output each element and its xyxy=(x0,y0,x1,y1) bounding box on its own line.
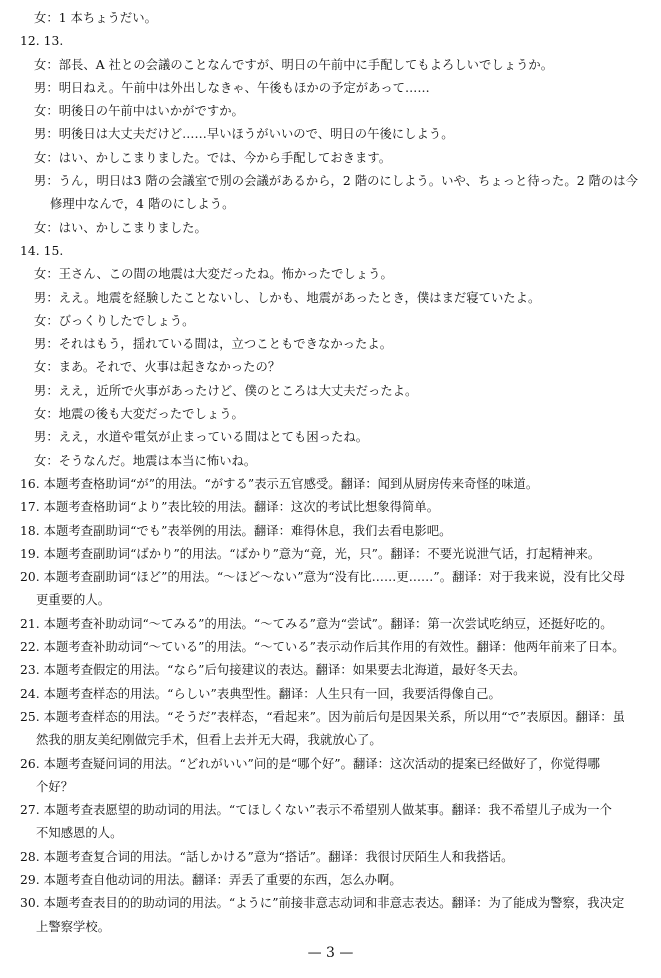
numbered-line: 29. 本题考查自他动词的用法。翻译：弄丢了重要的东西，怎么办啊。 xyxy=(20,872,402,887)
numbered-line: 16. 本题考查格助词“が”的用法。“がする”表示五官感受。翻译：闻到从厨房传来奇怪的味道。 xyxy=(20,476,539,491)
continuation-line: 修理中なんで，4 階のにしよう。 xyxy=(50,197,235,212)
dialogue-line: 女：王さん、この間の地震は大変だったね。怖かったでしょう。 xyxy=(34,267,393,282)
numbered-line: 18. 本题考查副助词“でも”表举例的用法。翻译：难得休息，我们去看电影吧。 xyxy=(20,523,452,538)
numbered-line: 17. 本题考查格助词“より”表比较的用法。翻译：这次的考试比想象得简单。 xyxy=(20,500,440,515)
dialogue-line: 男：ええ，水道や電気が止まっている間はとても困ったね。 xyxy=(34,430,369,445)
continuation-line: 更重要的人。 xyxy=(36,593,111,608)
dialogue-line: 女：部長、A 社との会議のことなんですが、明日の午前中に手配してもよろしいでしょうか。 xyxy=(34,57,554,72)
numbered-line: 27. 本题考查表愿望的助动词的用法。“てほしくない”表示不希望别人做某事。翻译：我不希望儿子成为一个 xyxy=(20,803,612,818)
numbered-line: 14. 15. xyxy=(20,243,64,258)
numbered-line: 21. 本题考查补助动词“～てみる”的用法。“～てみる”意为“尝试”。翻译：第一次尝试吃纳豆，还挺好吃的。 xyxy=(20,616,613,631)
numbered-line: 22. 本题考查补助动词“～ている”的用法。“～ている”表示动作后其作用的有效性。翻译：他两年前来了日本。 xyxy=(20,640,625,655)
dialogue-line: 男：それはもう，揺れている間は，立つこともできなかったよ。 xyxy=(34,337,393,352)
numbered-line: 24. 本题考查样态的用法。“らしい”表典型性。翻译：人生只有一回，我要活得像自己。 xyxy=(20,686,501,701)
continuation-line: 然我的朋友美纪刚做完手术，但看上去并无大碍，我就放心了。 xyxy=(36,733,382,748)
answer-text-body xyxy=(0,7,661,939)
dialogue-line: 男：うん，明日は3 階の会議室で別の会議があるから，2 階のにしよう。いや、ちょっと待った。2 階のは今 xyxy=(34,174,638,189)
continuation-line: 不知感恩的人。 xyxy=(36,826,123,841)
continuation-line: 上警察学校。 xyxy=(36,919,111,934)
dialogue-line: 男：ええ，近所で火事があったけど、僕のところは大丈夫だったよ。 xyxy=(34,383,418,398)
dialogue-line: 女：びっくりしたでしょう。 xyxy=(34,313,195,328)
numbered-line: 25. 本题考查样态的用法。“そうだ”表样态，“看起来”。因为前后句是因果关系，所以用“で”表原因。翻译：虽 xyxy=(20,709,625,724)
numbered-line: 23. 本题考查假定的用法。“なら”后句接建议的表达。翻译：如果要去北海道，最好冬天去。 xyxy=(20,663,526,678)
dialogue-line: 女：はい、かしこまりました。 xyxy=(34,220,207,235)
numbered-line: 20. 本题考查副助词“ほど”的用法。“～ほど～ない”意为“没有比……更……”。翻译：对于我来说，没有比父母 xyxy=(20,570,625,585)
page-number: — 3 — xyxy=(307,945,354,961)
dialogue-line: 女：明後日の午前中はいかがですか。 xyxy=(34,104,244,119)
dialogue-line: 女：そうなんだ。地震は本当に怖いね。 xyxy=(34,453,257,468)
dialogue-line: 女：まあ。それで、火事は起きなかったの？ xyxy=(34,360,281,375)
numbered-line: 30. 本题考查表目的的助动词的用法。“ように”前接非意志动词和非意志表达。翻译：为了能成为警察，我决定 xyxy=(20,896,625,911)
numbered-line: 12. 13. xyxy=(20,34,64,49)
dialogue-line: 女：1 本ちょうだい。 xyxy=(34,11,157,25)
dialogue-line: 女：地震の後も大変だったでしょう。 xyxy=(34,407,244,422)
dialogue-line: 男：明日ねえ。午前中は外出しなきゃ、午後もほかの予定があって…… xyxy=(34,80,430,95)
dialogue-line: 女：はい、かしこまりました。では、今から手配しておきます。 xyxy=(34,150,392,165)
numbered-line: 19. 本题考查副助词“ばかり”的用法。“ばかり”意为“竟，光，只”。翻译：不要光说泄气话，打起精神来。 xyxy=(20,546,601,561)
numbered-line: 26. 本题考查疑问词的用法。“どれがいい”问的是“哪个好”。翻译：这次活动的提案已经做好了，你觉得哪 xyxy=(20,756,600,771)
continuation-line: 个好？ xyxy=(36,779,74,794)
numbered-line: 28. 本题考查复合词的用法。“話しかける”意为“搭话”。翻译：我很讨厌陌生人和我搭话。 xyxy=(20,849,514,864)
dialogue-line: 男：ええ。地震を経験したことないし、しかも、地震があったとき，僕はまだ寝ていたよ。 xyxy=(34,290,541,305)
dialogue-line: 男：明後日は大丈夫だけど……早いほうがいいので、明日の午後にしよう。 xyxy=(34,127,454,142)
